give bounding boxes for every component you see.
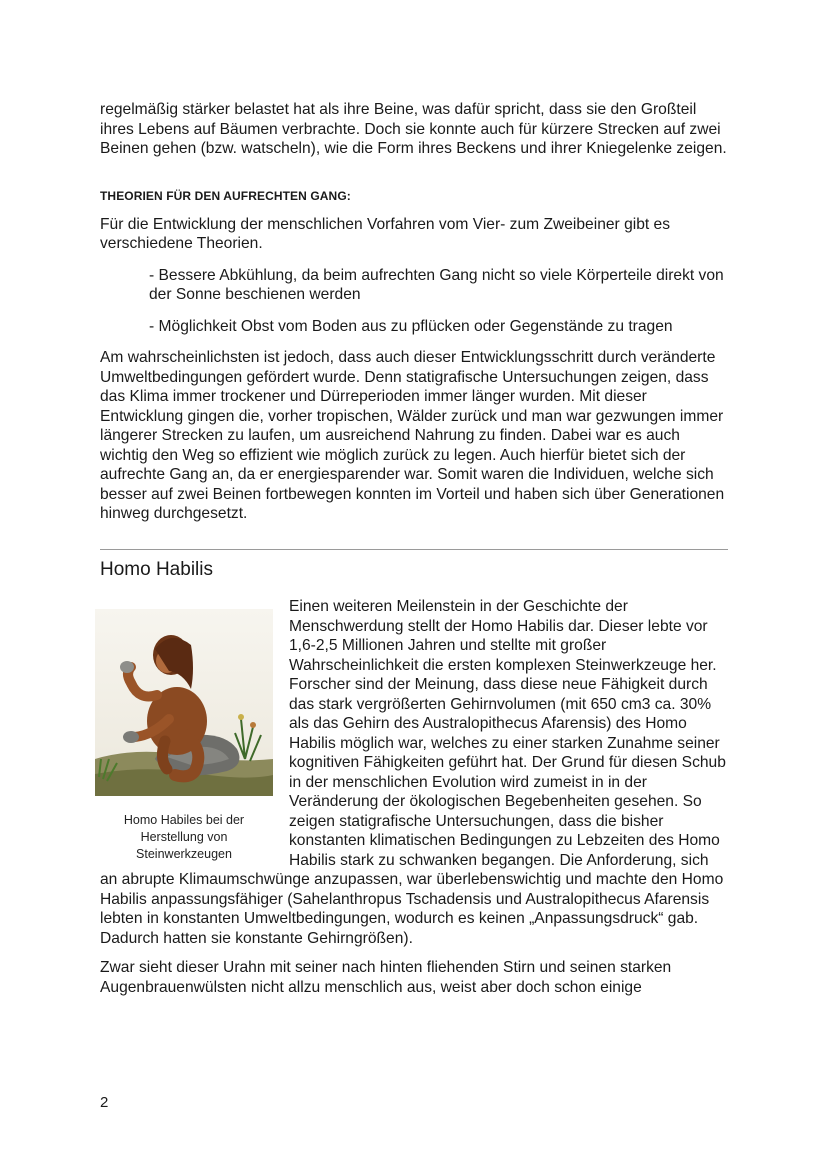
theories-heading: THEORIEN FÜR DEN AUFRECHTEN GANG: — [100, 188, 351, 203]
intro-paragraph: regelmäßig stärker belastet hat als ihre Beine, was dafür spricht, dass sie den Großteil ihres Lebens auf Bäumen verbrachte. Doch sie konnte auch für kürzere Strecken auf zwei Beinen gehen (bzw. watscheln), wie die Form ihres Beckens und ihrer Kniegelenke zeigen. — [100, 101, 727, 157]
theories-conclusion-paragraph: Am wahrscheinlichsten ist jedoch, dass auch dieser Entwicklungsschritt durch veränderte Umweltbedingungen gefördert wurde. Denn statigrafische Untersuchungen zeigen, dass das Klima immer trockener und Dürreperioden immer länger wurden. Mit dieser Entwicklung gingen die, vorher tropischen, Wälder zurück und man war gezwungen immer längerer Strecken zu laufen, um ausreichend Nahrung zu finden. Dabei war es auch wichtig den Weg so effizient wie möglich zurück zu legen. Auch hierfür bietet sich der aufrechte Gang an, da er energiesparender war. Somit waren die Individuen, welche sich besser auf zwei Beinen fortbewegen konnten im Vorteil und haben sich über Generationen hinweg durchgesetzt. — [100, 349, 725, 522]
theories-intro-paragraph: Für die Entwicklung der menschlichen Vorfahren vom Vier- zum Zweibeiner gibt es verschiedene Theorien. — [100, 215, 671, 252]
homo-habilis-paragraph: Einen weiteren Meilenstein in der Geschichte der Menschwerdung stellt der Homo Habilis dar. Dieser lebte vor 1,6-2,5 Millionen Jahren und stellte mit großer Wahrscheinlichkeit die ersten komplexen Steinwerkzeuge her. Forscher sind der Meinung, dass diese neue Fähigkeit durch das stark vergrößerten Gehirnvolumen (mit 650 cm3 ca. 30% als das Gehirn des Australopithecus Afarensis) des Homo Habilis möglich war, welches zu einer starken Zunahme seiner kognitiven Fähigkeiten geführt hat. Der Grund für diesen Schub in der menschlichen Evolution wird zumeist in in der Veränderung der ökologischen Begebenheiten gesehen. So zeigen statigrafische Untersuchungen, dass die bisher konstanten klimatischen Bedingungen zu Lebzeiten des Homo Habilis stark zu schwanken begangen. Die Anforderung, sich an abrupte Klimaumschwünge anzupassen, war überlebenswichtig und machte den Homo Habilis anpassungsfähiger (Sahelanthropus Tschadensis und Australopithecus Afarensis lebten in konstanten Umweltbedingungen, wodurch es keinen „Anpassungsdruck“ gab. Dadurch hatten sie konstante Gehirngrößen). — [100, 598, 726, 947]
page-number: 2 — [100, 1094, 109, 1111]
document-page — [100, 100, 728, 997]
homo-habilis-appearance-paragraph: Zwar sieht dieser Urahn mit seiner nach hinten fliehenden Stirn und seinen starken Augenbrauenwülsten nicht allzu menschlich aus, weist aber doch schon einige — [100, 959, 672, 996]
list-item: - Bessere Abkühlung, da beim aufrechten Gang nicht so viele Körperteile direkt von der Sonne beschienen werden — [149, 266, 724, 303]
list-item: - Möglichkeit Obst vom Boden aus zu pflücken oder Gegenstände zu tragen — [149, 317, 673, 335]
theories-list — [149, 266, 728, 337]
homo-habilis-figure — [95, 609, 273, 863]
figure-caption: Homo Habiles bei der Herstellung von Steinwerkzeugen — [123, 813, 245, 862]
homo-habilis-illustration — [95, 609, 273, 796]
section-title-homo-habilis: Homo Habilis — [100, 558, 213, 580]
section-divider — [100, 549, 728, 550]
